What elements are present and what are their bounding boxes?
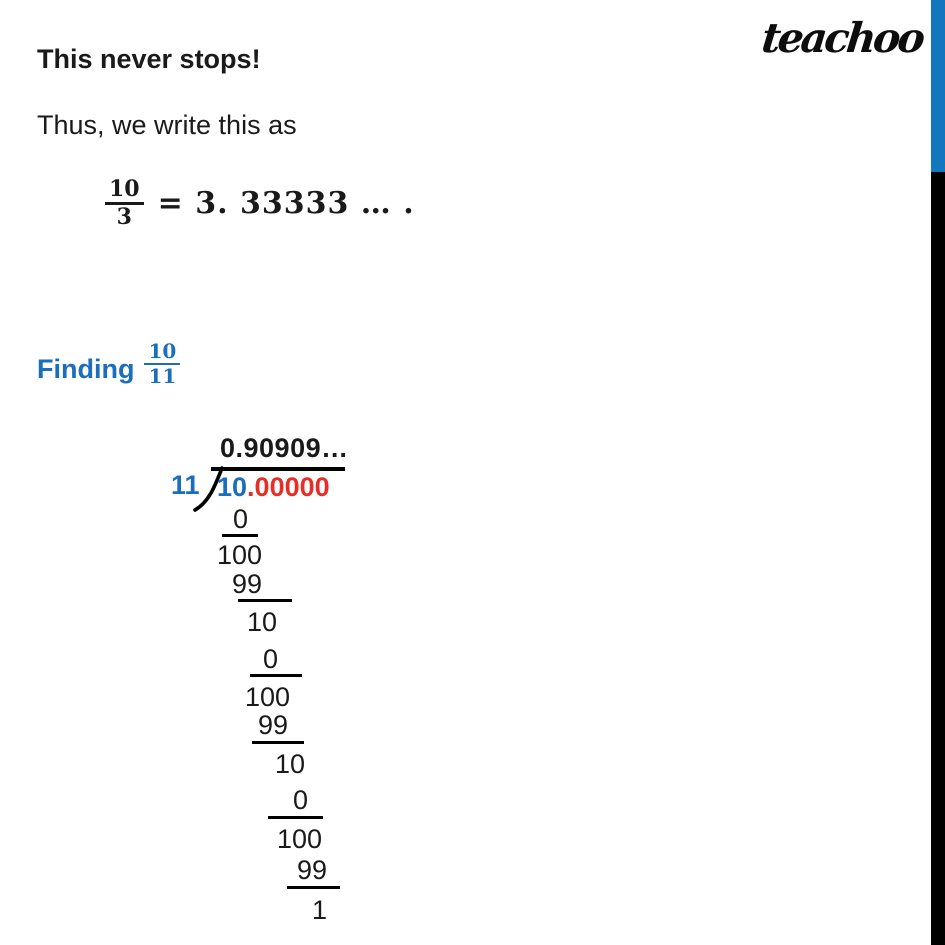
fraction-numerator: 10 [105,178,144,205]
intro-text: Thus, we write this as [37,110,297,140]
division-step: 100 [217,540,263,570]
finding-label: Finding [37,353,135,384]
division-step: 10 [247,607,278,637]
division-rule [252,741,304,744]
division-quotient: 0.90909… [220,433,349,463]
equation-result: = 3. 33333 … . [157,186,415,222]
fraction-numerator: 10 [144,341,180,365]
division-step: 0 [263,644,279,674]
division-rule [238,599,292,602]
division-rule [222,534,258,537]
teachoo-logo: teachoo [759,14,925,62]
division-step: 100 [277,824,323,854]
division-rule [250,674,302,677]
division-rule [287,886,340,889]
division-step: 99 [232,569,263,599]
division-step: 0 [293,785,309,815]
page-title: This never stops! [37,44,261,74]
division-step: 1 [312,895,328,925]
division-step: 0 [233,504,249,534]
division-step: 99 [297,855,328,885]
dividend-integer: 10 [217,472,248,502]
fraction-denominator: 3 [116,204,132,231]
division-divisor: 11 [171,470,200,500]
division-dividend [217,472,330,503]
division-overbar [211,467,345,471]
division-step: 10 [275,749,306,779]
division-step: 99 [258,710,289,740]
dividend-decimals: .00000 [247,472,330,502]
division-step: 100 [245,682,291,712]
division-rule [268,816,323,819]
fraction-denominator: 11 [148,364,177,388]
